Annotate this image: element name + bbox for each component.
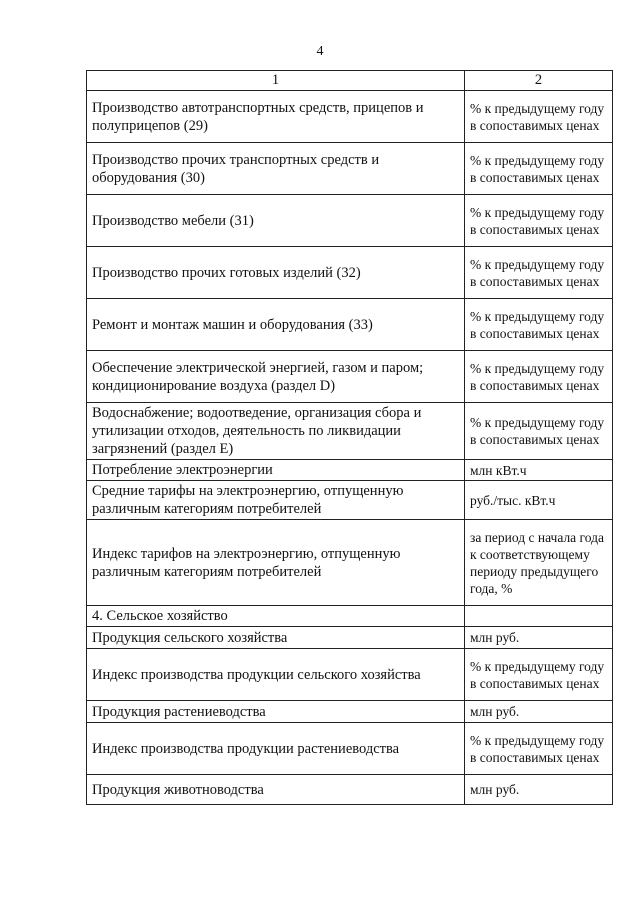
indicator-unit: млн руб. [465, 775, 613, 805]
indicator-name: Ремонт и монтаж машин и оборудования (33) [87, 299, 465, 351]
indicator-name: Производство мебели (31) [87, 195, 465, 247]
indicator-unit: % к предыдущему году в сопоставимых ценах [465, 351, 613, 403]
table-row [87, 649, 613, 701]
table-header-row [87, 71, 613, 91]
indicator-unit: млн руб. [465, 627, 613, 649]
table-row [87, 299, 613, 351]
table-row [87, 143, 613, 195]
page-number: 4 [316, 44, 324, 59]
indicator-name: Водоснабжение; водоотведение, организация сбора и утилизации отходов, деятельность по ликвидации загрязнений (раздел E) [87, 403, 465, 460]
indicator-unit: % к предыдущему году в сопоставимых ценах [465, 91, 613, 143]
indicator-name: Продукция животноводства [87, 775, 465, 805]
indicator-unit: млн руб. [465, 701, 613, 723]
table-row [87, 775, 613, 805]
section-heading: 4. Сельское хозяйство [87, 606, 465, 627]
table-row [87, 91, 613, 143]
indicator-name: Индекс производства продукции сельского хозяйства [87, 649, 465, 701]
table-row [87, 403, 613, 460]
table-row [87, 606, 613, 627]
table-row [87, 701, 613, 723]
indicator-unit: % к предыдущему году в сопоставимых ценах [465, 649, 613, 701]
indicator-unit: % к предыдущему году в сопоставимых ценах [465, 143, 613, 195]
table-row [87, 520, 613, 606]
indicator-unit [465, 606, 613, 627]
table-row [87, 247, 613, 299]
column-header-2: 2 [465, 71, 613, 91]
indicator-unit: руб./тыс. кВт.ч [465, 481, 613, 520]
indicator-unit: % к предыдущему году в сопоставимых ценах [465, 247, 613, 299]
table-row [87, 195, 613, 247]
indicator-name: Продукция растениеводства [87, 701, 465, 723]
indicator-unit: % к предыдущему году в сопоставимых ценах [465, 403, 613, 460]
indicator-name: Обеспечение электрической энергией, газом и паром; кондиционирование воздуха (раздел D) [87, 351, 465, 403]
indicator-name: Потребление электроэнергии [87, 460, 465, 481]
indicator-name: Производство прочих транспортных средств и оборудования (30) [87, 143, 465, 195]
indicator-unit: % к предыдущему году в сопоставимых ценах [465, 299, 613, 351]
indicator-name: Производство автотранспортных средств, прицепов и полуприцепов (29) [87, 91, 465, 143]
indicators-table [86, 70, 613, 805]
table-row [87, 351, 613, 403]
indicator-name: Индекс производства продукции растениеводства [87, 723, 465, 775]
indicator-unit: % к предыдущему году в сопоставимых ценах [465, 195, 613, 247]
table-row [87, 481, 613, 520]
indicator-name: Производство прочих готовых изделий (32) [87, 247, 465, 299]
indicator-unit: за период с начала года к соответствующему периоду предыдущего года, % [465, 520, 613, 606]
indicator-name: Продукция сельского хозяйства [87, 627, 465, 649]
indicator-unit: % к предыдущему году в сопоставимых ценах [465, 723, 613, 775]
indicator-name: Средние тарифы на электроэнергию, отпущенную различным категориям потребителей [87, 481, 465, 520]
indicator-unit: млн кВт.ч [465, 460, 613, 481]
table-row [87, 627, 613, 649]
column-header-1: 1 [87, 71, 465, 91]
table-row [87, 460, 613, 481]
indicator-name: Индекс тарифов на электроэнергию, отпущенную различным категориям потребителей [87, 520, 465, 606]
table-row [87, 723, 613, 775]
